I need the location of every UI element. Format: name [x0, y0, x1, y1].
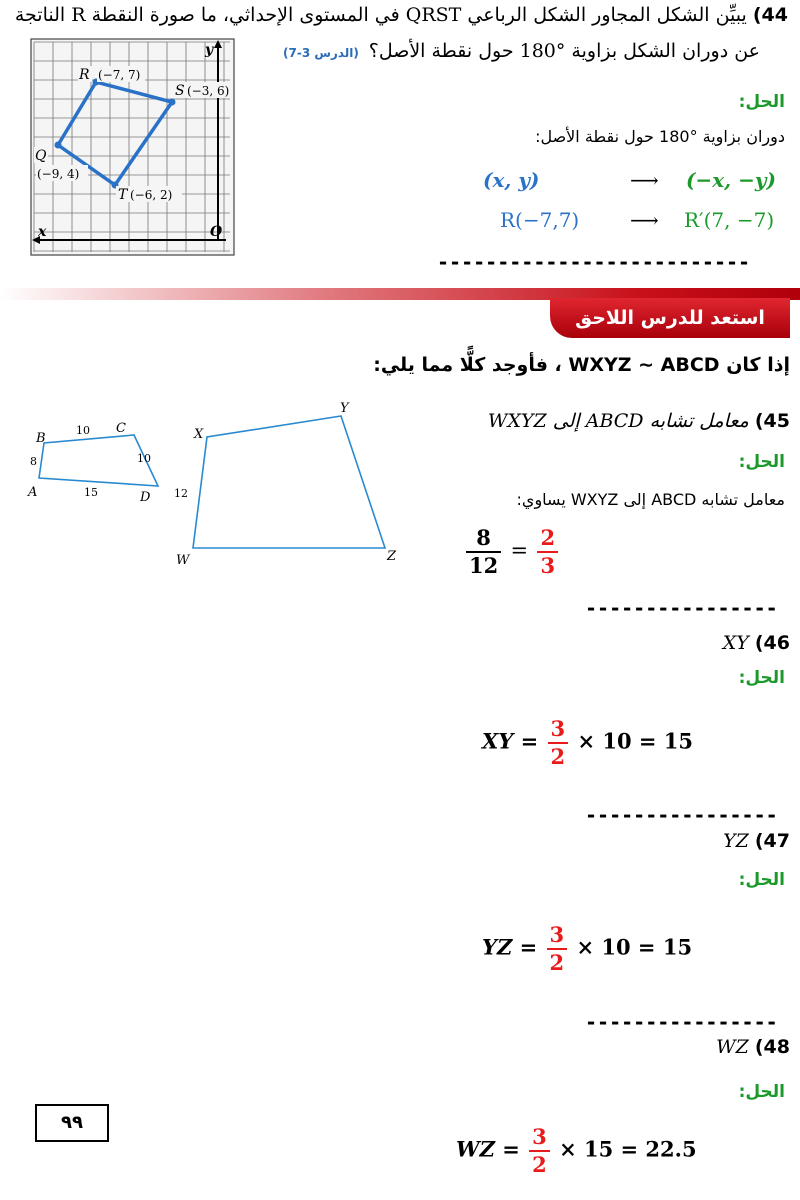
label-c: C — [116, 421, 126, 436]
label-t-coord: (−6, 2) — [130, 188, 173, 202]
q46-divider: ---------------- — [585, 803, 778, 827]
q46-rhs: × 10 = 15 — [577, 728, 694, 754]
coordinate-grid-figure — [30, 38, 235, 256]
q45-frac2-n: 2 — [537, 525, 558, 553]
label-d: D — [140, 490, 151, 505]
side-cd: 10 — [137, 452, 151, 465]
q47-rhs: × 10 = 15 — [576, 934, 693, 960]
side-wx: 12 — [174, 487, 188, 500]
q44-point-left: R(−7,7) — [500, 208, 580, 232]
label-z: Z — [387, 549, 397, 564]
q44-number: 44) — [752, 4, 788, 26]
side-ad: 15 — [84, 486, 98, 499]
q48-frac-d: 2 — [532, 1152, 547, 1177]
q47-frac-d: 2 — [549, 950, 565, 975]
q46-solution-label: الحل: — [738, 668, 785, 688]
q45-line — [488, 410, 790, 432]
q46-number: 46) — [754, 632, 790, 654]
q46-frac-d: 2 — [550, 744, 566, 769]
q44-lesson-tag: (الدرس 3-7) — [283, 46, 359, 60]
q47-frac-n: 3 — [547, 922, 568, 950]
q46-lhs: XY = — [482, 728, 539, 754]
q47-lhs: YZ = — [482, 934, 538, 960]
side-ab: 8 — [30, 455, 37, 468]
q44-line2 — [369, 40, 760, 62]
label-y: Y — [340, 401, 349, 416]
q48-lhs: WZ = — [456, 1136, 520, 1162]
q45-number: 45) — [754, 410, 790, 432]
q44-rule-arrow: ⟶ — [630, 168, 659, 192]
q48-equation — [456, 1124, 697, 1178]
q45-text: معامل تشابه ABCD إلى WXYZ — [487, 410, 749, 432]
quadrilateral-abcd-figure — [22, 418, 162, 528]
label-x: X — [194, 427, 204, 442]
page-number: ٩٩ — [35, 1104, 109, 1142]
q46-frac-n: 3 — [548, 716, 569, 744]
q45-equation — [464, 525, 560, 579]
label-s-coord: (−3, 6) — [187, 84, 230, 98]
q46-label: XY — [722, 632, 749, 654]
q46-line — [723, 632, 790, 654]
q45-divider: ---------------- — [585, 596, 778, 620]
q44-solution-label: الحل: — [738, 92, 785, 112]
label-q: Q — [35, 148, 47, 164]
label-t: T — [118, 187, 128, 203]
label-s: S — [175, 83, 185, 99]
side-bc: 10 — [76, 424, 90, 437]
label-r: R — [79, 67, 90, 83]
label-x-axis: x — [38, 224, 47, 240]
q44-point-right: R′(7, −7) — [684, 208, 775, 232]
quadrilateral-wxyz — [193, 416, 385, 548]
q44-text-line1: يبيِّن الشكل المجاور الشكل الرباعي QRST في المستوى الإحداثي، ما صورة النقطة R الناتجة — [14, 4, 747, 26]
q45-frac2-d: 3 — [540, 553, 556, 578]
q47-equation — [482, 922, 692, 976]
q47-line — [723, 830, 790, 852]
label-w: W — [176, 553, 190, 568]
q44-point-arrow: ⟶ — [630, 208, 659, 232]
label-origin: O — [210, 224, 223, 240]
q44-rule-left: (x, y) — [483, 168, 540, 192]
q48-number: 48) — [754, 1036, 790, 1058]
q44-text-line2: عن دوران الشكل بزاوية °180 حول نقطة الأصل؟ — [368, 40, 760, 62]
q48-solution-label: الحل: — [738, 1082, 785, 1102]
q44-divider: -------------------------- — [437, 250, 751, 274]
q47-number: 47) — [754, 830, 790, 852]
label-b: B — [36, 431, 46, 446]
q48-rhs: × 15 = 22.5 — [559, 1136, 697, 1162]
q47-divider: ---------------- — [585, 1010, 778, 1034]
q47-label: YZ — [723, 830, 749, 852]
q46-equation — [482, 716, 693, 770]
label-r-coord: (−7, 7) — [98, 68, 141, 82]
q45-eq: = — [510, 538, 529, 563]
quadrilateral-wxyz-figure — [168, 398, 403, 573]
q47-solution-label: الحل: — [738, 870, 785, 890]
q45-sol-text: معامل تشابه ABCD إلى WXYZ يساوي: — [516, 490, 785, 509]
q44-line1 — [15, 4, 788, 26]
label-a: A — [28, 485, 38, 500]
q45-solution-label: الحل: — [738, 452, 785, 472]
q45-frac1-d: 12 — [469, 553, 499, 578]
q48-line — [716, 1036, 790, 1058]
label-q-coord: (−9, 4) — [37, 167, 80, 181]
label-y-axis: y — [205, 42, 214, 58]
q48-frac-n: 3 — [529, 1124, 550, 1152]
q44-rotation-text: دوران بزاوية °180 حول نقطة الأصل: — [535, 127, 785, 146]
q48-label: WZ — [716, 1036, 749, 1058]
q45-frac1-n: 8 — [466, 525, 501, 553]
q44-rule-right: (−x, −y) — [686, 168, 776, 192]
intro-text: إذا كان WXYZ ∼ ABCD ، فأوجد كلًّا مما يلي: — [373, 354, 790, 376]
banner-title: استعد للدرس اللاحق — [550, 298, 790, 338]
